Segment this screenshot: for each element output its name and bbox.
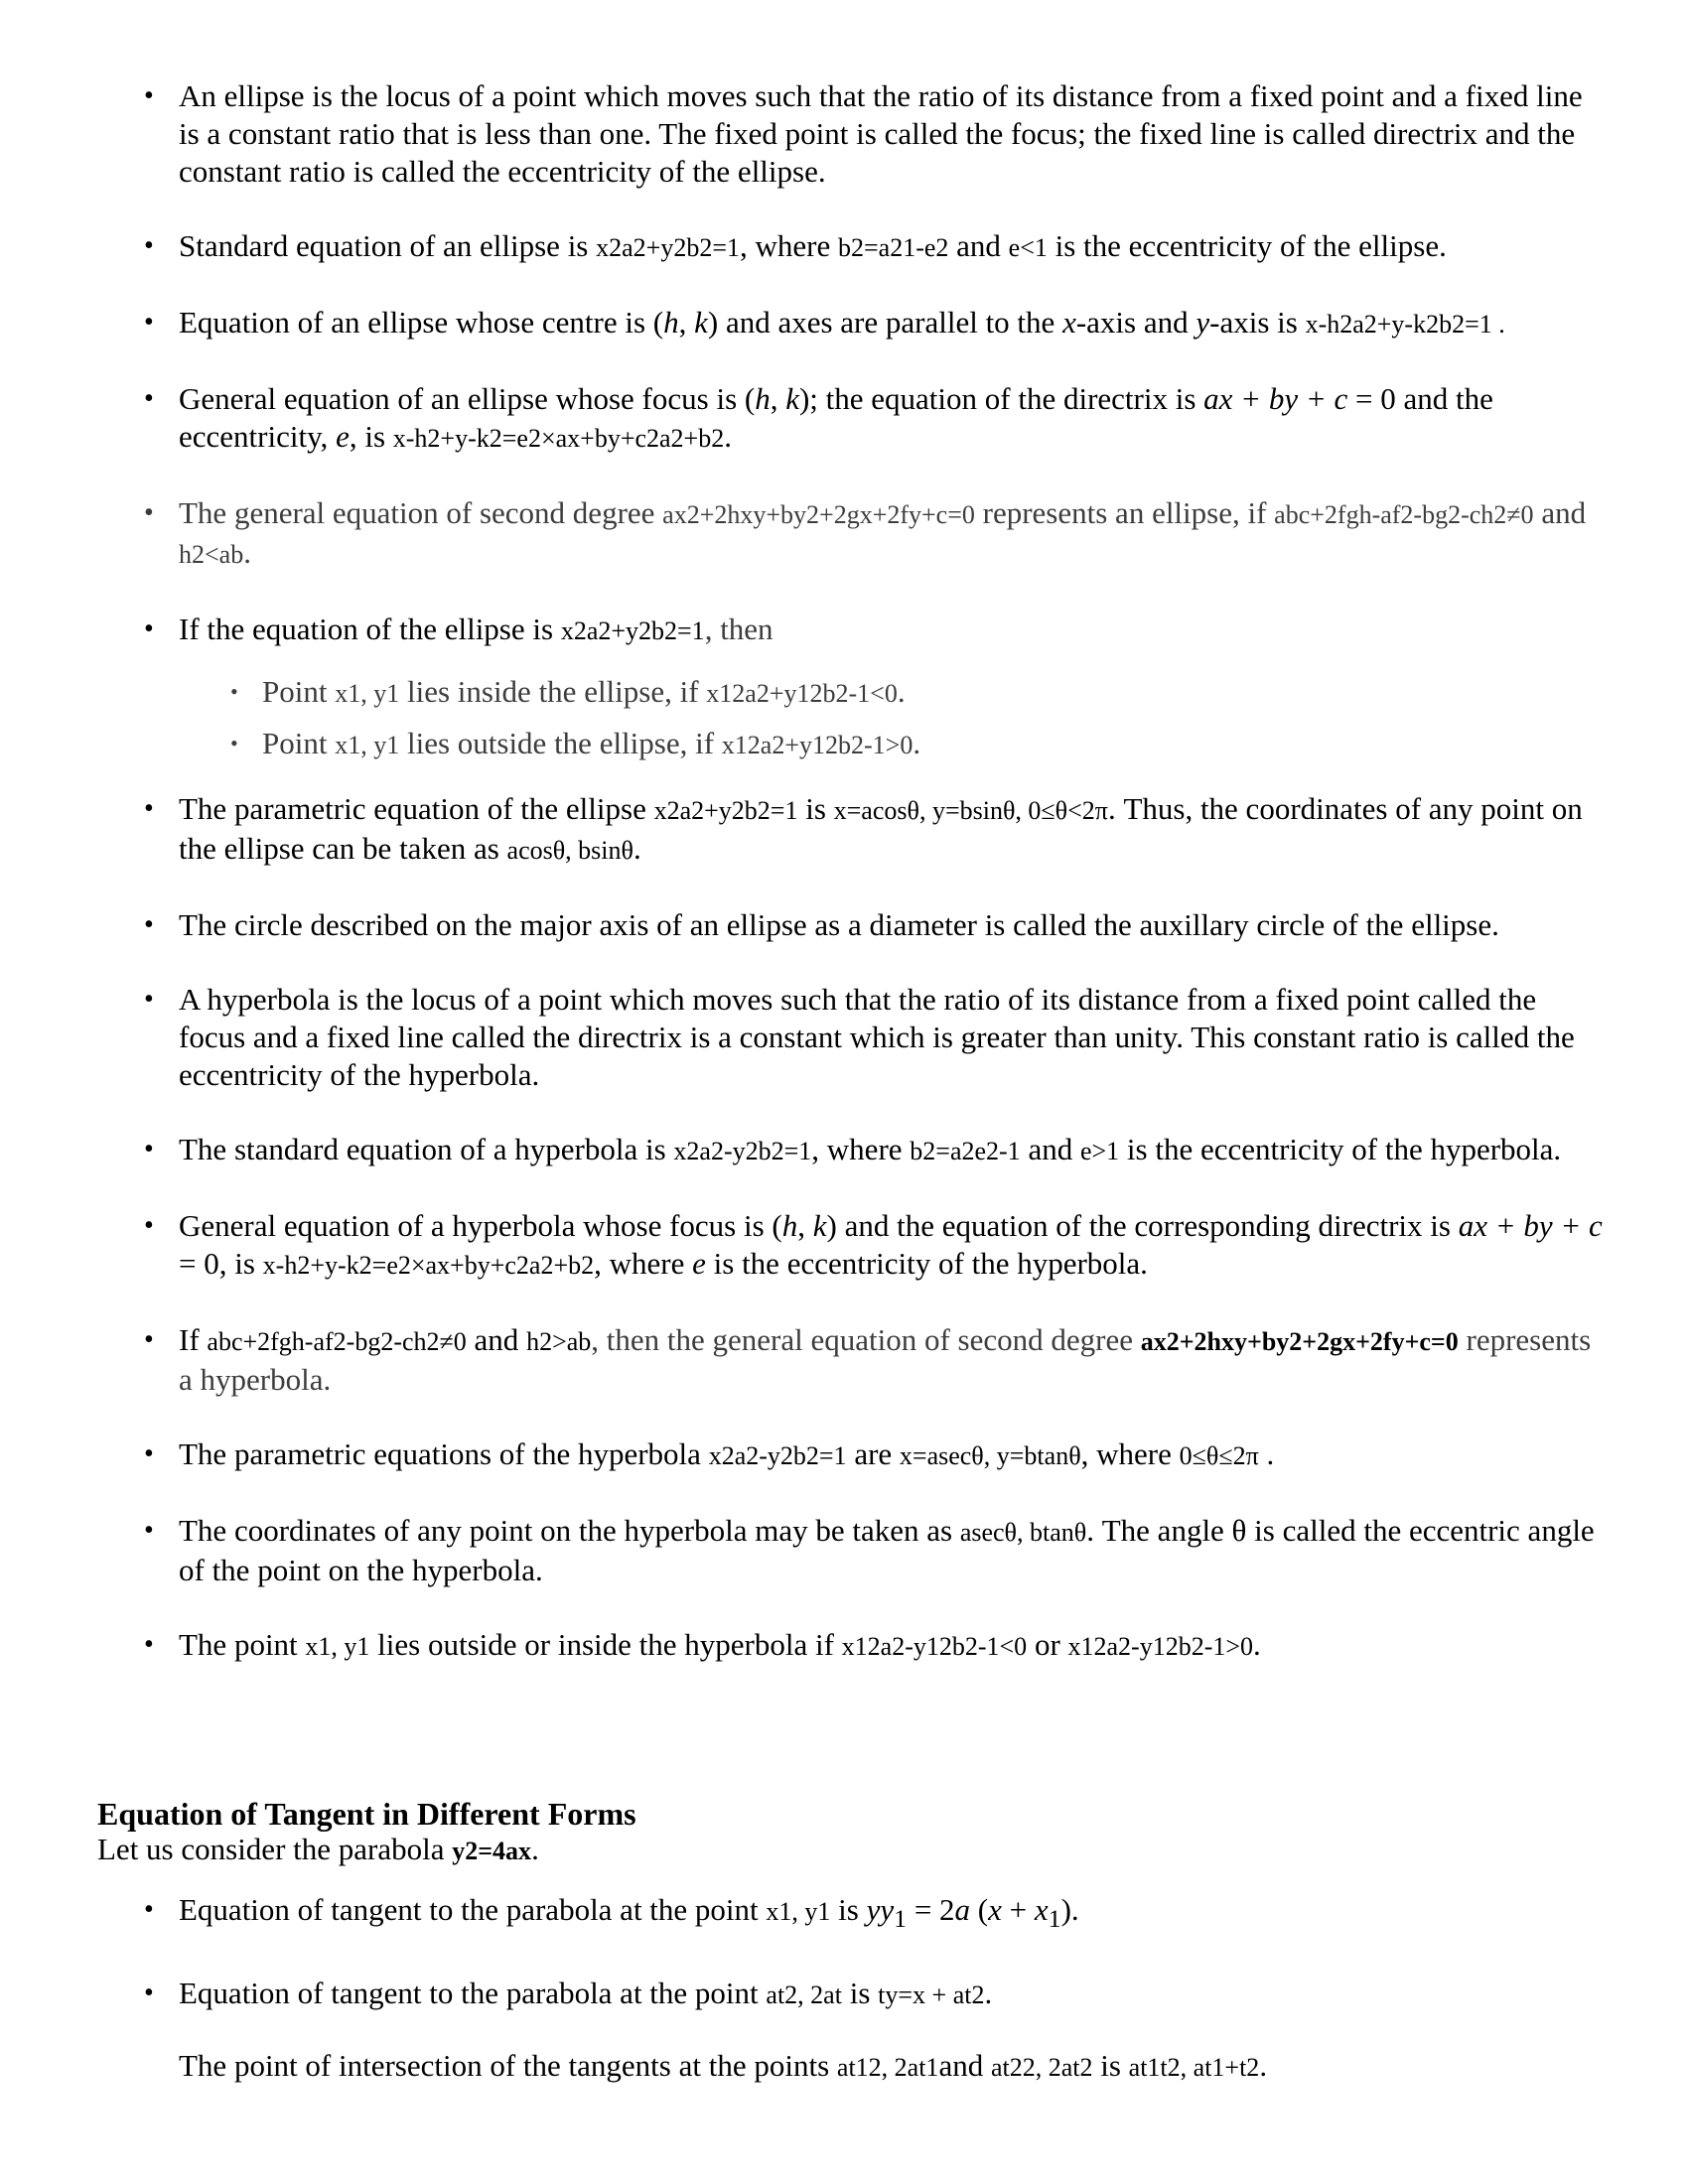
equation: x-h2+y-k2=e2×ax+by+c2a2+b2 — [392, 424, 725, 453]
list-item: • General equation of a hyperbola whose focus is (h, k) and the equation of the corresponding directrix is ax + by + c = 0, is x-h2+y-k2=e2×ax+by+c2a2+b2, where e is the eccentricity of the hyperbola. — [144, 1208, 1603, 1281]
equation: x2a2-y2b2=1 — [673, 1137, 812, 1165]
list-item: • The standard equation of a hyperbola is x2a2-y2b2=1, where b2=a2e2-1 and e>1 is the eccentricity of the hyperbola. — [144, 1132, 1562, 1166]
list-item: • The parametric equation of the ellipse x2a2+y2b2=1 is x=acosθ, y=bsinθ, 0≤θ<2π. Thus, the coordinates of any point on the ellipse can be taken as acosθ, bsinθ. — [144, 791, 1583, 866]
section-intro: Let us consider the parabola y2=4ax. — [97, 1832, 539, 1866]
equation: b2=a21-e2 — [837, 233, 949, 262]
equation: x12a2-y12b2-1<0 — [841, 1632, 1028, 1661]
equation: e<1 — [1008, 233, 1048, 262]
equation: x2a2+y2b2=1 — [560, 616, 705, 645]
equation: x1, y1 — [766, 1897, 831, 1926]
section-heading: Equation of Tangent in Different Forms — [97, 1796, 636, 1832]
list-item: • General equation of an ellipse whose focus is (h, k); the equation of the directrix is ax + by + c = 0 and the eccentricity, e, is x-h2+y-k2=e2×ax+by+c2a2+b2. — [144, 381, 1493, 454]
bullet-dot: • — [144, 1134, 154, 1164]
equation: at1t2, at1+t2 — [1128, 2053, 1260, 2082]
equation: x1, y1 — [305, 1632, 370, 1661]
bullet-dot: • — [144, 909, 154, 940]
equation: x-h2a2+y-k2b2=1 . — [1305, 310, 1505, 339]
sub-list-item: • Point x1, y1 lies outside the ellipse, if x12a2+y12b2-1>0. — [230, 726, 921, 760]
bullet-dot: • — [230, 679, 238, 704]
equation: 0≤θ≤2π — [1179, 1441, 1259, 1470]
bullet-dot: • — [144, 1438, 154, 1469]
bullet-dot: • — [144, 793, 154, 824]
equation: ax2+2hxy+by2+2gx+2fy+c=0 — [1140, 1327, 1459, 1356]
list-item: • A hyperbola is the locus of a point which moves such that the ratio of its distance from a fixed point called the focus and a fixed line called the directrix is a constant which is greater than unity. This constant ratio is called the eccentricity of the hyperbola. — [144, 982, 1575, 1092]
equation: x-h2+y-k2=e2×ax+by+c2a2+b2 — [262, 1251, 595, 1280]
list-item: • If the equation of the ellipse is x2a2+y2b2=1, then — [144, 612, 774, 646]
equation: asecθ, btanθ — [959, 1518, 1087, 1547]
equation: x12a2+y12b2-1<0 — [706, 679, 898, 708]
intersection-note: The point of intersection of the tangents at the points at12, 2at1and at22, 2at2 is at1t2, at1+t2. — [179, 2048, 1268, 2083]
equation: x2a2+y2b2=1 — [653, 796, 798, 825]
equation: ty=x + at2 — [878, 1980, 985, 2010]
bullet-list — [0, 77, 1688, 1703]
equation: at12, 2at1 — [836, 2053, 939, 2082]
equation: at22, 2at2 — [990, 2053, 1093, 2082]
equation: e>1 — [1079, 1137, 1120, 1165]
bullet-dot: • — [144, 230, 154, 261]
equation: x2a2+y2b2=1 — [596, 233, 740, 262]
list-item: • Equation of tangent to the parabola at the point at2, 2at is ty=x + at2. — [144, 1976, 993, 2011]
list-item: • The point x1, y1 lies outside or inside the hyperbola if x12a2-y12b2-1<0 or x12a2-y12b2-1>0. — [144, 1627, 1261, 1662]
equation: ax2+2hxy+by2+2gx+2fy+c=0 — [662, 500, 975, 529]
bullet-dot: • — [144, 1324, 154, 1355]
list-item: • The circle described on the major axis of an ellipse as a diameter is called the auxillary circle of the ellipse. — [144, 907, 1499, 942]
bullet-dot: • — [144, 1515, 154, 1546]
list-item: • The coordinates of any point on the hyperbola may be taken as asecθ, btanθ. The angle θ is called the eccentric angle of the point on the hyperbola. — [144, 1513, 1595, 1587]
bullet-dot: • — [144, 307, 154, 338]
bullet-dot: • — [230, 731, 238, 755]
equation: x=asecθ, y=btanθ — [899, 1441, 1081, 1470]
list-item: • Equation of an ellipse whose centre is (h, k) and axes are parallel to the x-axis and y-axis is x-h2a2+y-k2b2=1 . — [144, 305, 1505, 340]
bullet-dot: • — [144, 614, 154, 644]
bullet-dot: • — [144, 1629, 154, 1660]
bullet-dot: • — [144, 984, 154, 1015]
tangent-bullet-list — [0, 1891, 1688, 2051]
equation: x1, y1 — [335, 679, 400, 708]
list-item: • The parametric equations of the hyperbola x2a2-y2b2=1 are x=asecθ, y=btanθ, where 0≤θ≤2π . — [144, 1436, 1275, 1471]
equation: x12a2-y12b2-1>0 — [1067, 1632, 1254, 1661]
bullet-dot: • — [144, 1210, 154, 1241]
equation: abc+2fgh-af2-bg2-ch2≠0 — [1274, 500, 1534, 529]
equation: x1, y1 — [335, 731, 400, 759]
equation: abc+2fgh-af2-bg2-ch2≠0 — [207, 1327, 467, 1356]
list-item: • Standard equation of an ellipse is x2a2+y2b2=1, where b2=a21-e2 and e<1 is the eccentricity of the ellipse. — [144, 228, 1447, 263]
equation: acosθ, bsinθ — [506, 836, 633, 865]
equation: x=acosθ, y=bsinθ, 0≤θ<2π — [833, 796, 1108, 825]
equation: at2, 2at — [766, 1980, 842, 2010]
bullet-dot: • — [144, 80, 154, 111]
bullet-dot: • — [144, 1894, 154, 1925]
equation: h2<ab — [179, 540, 244, 569]
list-item: • If abc+2fgh-af2-bg2-ch2≠0 and h2>ab, then the general equation of second degree ax2+2hxy+by2+2gx+2fy+c=0 represents a hyperbola. — [144, 1322, 1592, 1397]
equation: x2a2-y2b2=1 — [708, 1441, 847, 1470]
list-item: • An ellipse is the locus of a point which moves such that the ratio of its distance from a fixed point and a fixed line is a constant ratio that is less than one. The fixed point is called the focus; the fixed line is called directrix and the constant ratio is called the eccentricity of the ellipse. — [144, 78, 1583, 189]
list-item: • The general equation of second degree ax2+2hxy+by2+2gx+2fy+c=0 represents an ellipse, if abc+2fgh-af2-bg2-ch2≠0 and h2<ab. — [144, 495, 1587, 570]
equation: x12a2+y12b2-1>0 — [721, 731, 914, 759]
equation: y2=4ax — [452, 1837, 532, 1865]
bullet-dot: • — [144, 383, 154, 414]
sub-list-item: • Point x1, y1 lies inside the ellipse, if x12a2+y12b2-1<0. — [230, 674, 906, 709]
list-item: • Equation of tangent to the parabola at the point x1, y1 is $yy_1 = 2a$ $(x + x_1)$. — [144, 1892, 1079, 1934]
equation: h2>ab — [526, 1327, 592, 1356]
bullet-dot: • — [144, 497, 154, 528]
equation: b2=a2e2-1 — [910, 1137, 1021, 1165]
bullet-dot: • — [144, 1978, 154, 2009]
